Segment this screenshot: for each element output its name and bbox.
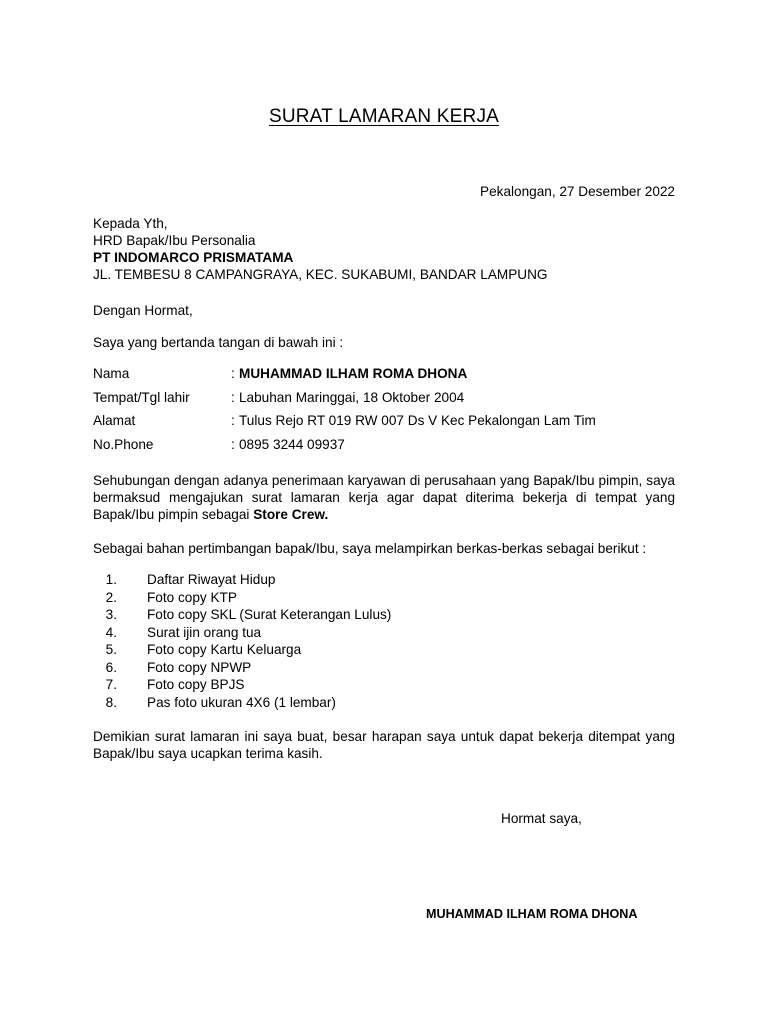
signer-name: MUHAMMAD ILHAM ROMA DHONA <box>426 907 638 921</box>
recipient-salutation: Kepada Yth, <box>93 216 168 231</box>
list-item-text: Foto copy SKL (Surat Keterangan Lulus) <box>147 607 392 622</box>
recipient-department: HRD Bapak/Ibu Personalia <box>93 233 256 248</box>
list-item-number: 8. <box>105 694 117 710</box>
letter-date: Pekalongan, 27 Desember 2022 <box>480 184 675 199</box>
attachment-list <box>93 571 391 711</box>
list-item <box>93 694 391 712</box>
identity-row-name <box>93 365 693 389</box>
list-item <box>93 589 391 607</box>
identity-value: Tulus Rejo RT 019 RW 007 Ds V Kec Pekalongan Lam Tim <box>239 413 596 428</box>
identity-label: No.Phone <box>93 436 154 452</box>
identity-label: Alamat <box>93 413 136 428</box>
list-item-number: 1. <box>105 572 117 587</box>
body-paragraph-2: Sebagai bahan pertimbangan bapak/Ibu, saya melampirkan berkas-berkas sebagai berikut : <box>93 541 647 556</box>
list-item-text: Foto copy Kartu Keluarga <box>147 642 302 657</box>
identity-separator: : <box>231 413 235 428</box>
recipient-address: JL. TEMBESU 8 CAMPANGRAYA, KEC. SUKABUMI, BANDAR LAMPUNG <box>93 267 548 282</box>
identity-separator: : <box>231 389 235 405</box>
list-item-text: Foto copy KTP <box>147 589 237 605</box>
identity-table <box>93 365 693 459</box>
letter-title: SURAT LAMARAN KERJA <box>268 106 500 127</box>
list-item <box>93 571 391 589</box>
list-item-number: 2. <box>105 589 117 605</box>
intro-text: Saya yang bertanda tangan di bawah ini : <box>93 335 344 350</box>
list-item <box>93 606 391 624</box>
list-item <box>93 659 391 677</box>
list-item-number: 6. <box>105 659 117 675</box>
identity-value: 0895 3244 09937 <box>239 436 345 452</box>
list-item-text: Daftar Riwayat Hidup <box>147 572 276 587</box>
list-item <box>93 641 391 659</box>
list-item-number: 5. <box>105 642 117 657</box>
list-item-text: Surat ijin orang tua <box>147 624 262 640</box>
list-item-text: Pas foto ukuran 4X6 (1 lembar) <box>147 694 336 710</box>
list-item-text: Foto copy NPWP <box>147 659 252 675</box>
recipient-company: PT INDOMARCO PRISMATAMA <box>93 250 294 265</box>
closing-text: Hormat saya, <box>501 811 582 826</box>
body-paragraph-1 <box>93 472 675 523</box>
list-item-number: 4. <box>105 624 117 640</box>
identity-separator: : <box>231 436 235 452</box>
body-paragraph-1-text: Sehubungan dengan adanya penerimaan karyawan di perusahaan yang Bapak/Ibu pimpin, saya bermaksud mengajukan surat lamaran kerja agar dapat diterima bekerja di tempat yang Bapak/Ibu pimpin sebagai <box>93 473 675 522</box>
identity-label: Tempat/Tgl lahir <box>93 389 190 405</box>
identity-row-birth <box>93 389 693 413</box>
list-item-number: 7. <box>105 677 117 692</box>
identity-label: Nama <box>93 366 130 381</box>
identity-value: Labuhan Maringgai, 18 Oktober 2004 <box>239 389 465 405</box>
job-position: Store Crew. <box>253 507 329 522</box>
greeting: Dengan Hormat, <box>93 303 193 318</box>
identity-value: MUHAMMAD ILHAM ROMA DHONA <box>239 366 468 381</box>
identity-row-address <box>93 412 693 436</box>
recipient-block <box>93 215 547 283</box>
identity-separator: : <box>231 366 235 381</box>
body-paragraph-3: Demikian surat lamaran ini saya buat, besar harapan saya untuk dapat bekerja ditempat yang Bapak/Ibu saya ucapkan terima kasih. <box>93 729 675 761</box>
identity-row-phone <box>93 436 693 460</box>
list-item <box>93 624 391 642</box>
list-item-number: 3. <box>105 607 117 622</box>
list-item <box>93 676 391 694</box>
list-item-text: Foto copy BPJS <box>147 677 245 692</box>
